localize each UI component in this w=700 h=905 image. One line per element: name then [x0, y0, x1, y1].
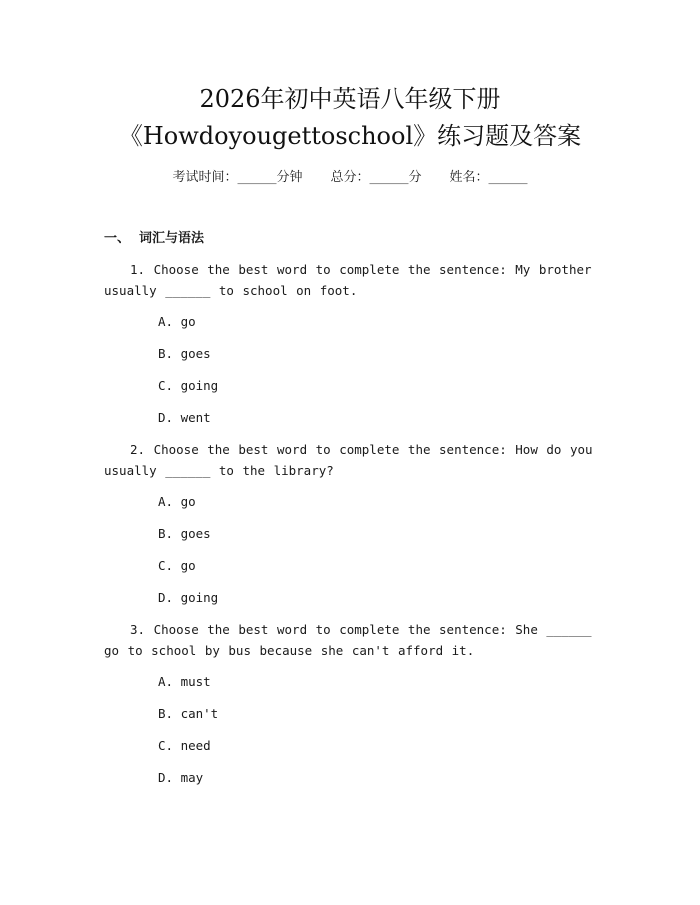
question-3-option-d: D. may	[158, 770, 204, 785]
question-1-option-d: D. went	[158, 410, 211, 425]
question-3-option-b: B. can't	[158, 706, 219, 721]
question-1-text: 1. Choose the best word to complete the sentence: My brother usually ______ to school on foot.	[104, 262, 592, 298]
question-2-option-d: D. going	[158, 590, 219, 605]
question-3-option-c: C. need	[158, 738, 211, 753]
question-2-option-a: A. go	[158, 494, 196, 509]
question-3-text: 3. Choose the best word to complete the sentence: She ______ go to school by bus because she can't afford it.	[104, 622, 592, 658]
question-1-option-a: A. go	[158, 314, 196, 329]
total-score-field: 总分：______分	[330, 170, 422, 185]
exam-info-line	[0, 168, 700, 188]
question-1-option-b: B. goes	[158, 346, 211, 361]
name-field: 姓名：______	[449, 170, 528, 185]
question-2-text: 2. Choose the best word to complete the sentence: How do you usually ______ to the library?	[104, 442, 593, 478]
question-1-option-c: C. going	[158, 378, 219, 393]
question-3-option-a: A. must	[158, 674, 211, 689]
document-title-line-1: 2026年初中英语八年级下册	[199, 85, 501, 113]
section-heading: 一、 词汇与语法	[104, 231, 205, 246]
question-2-option-c: C. go	[158, 558, 196, 573]
exam-time-field: 考试时间：______分钟	[172, 170, 303, 185]
question-2-option-b: B. goes	[158, 526, 211, 541]
document-title-line-2: 《Howdoyougettoschool》练习题及答案	[118, 122, 582, 150]
